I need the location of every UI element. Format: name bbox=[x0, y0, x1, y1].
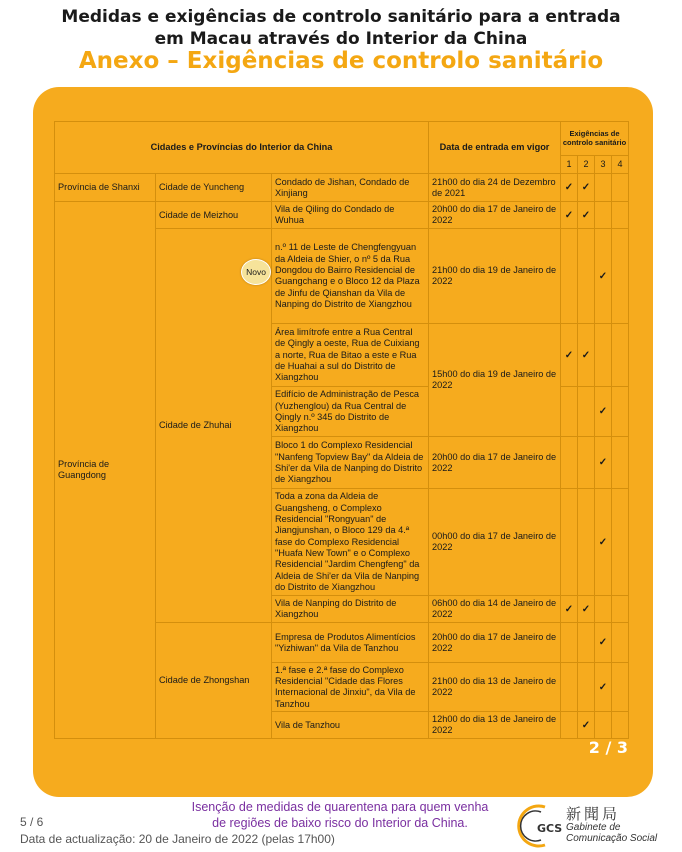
empty-check-cell bbox=[595, 324, 612, 387]
empty-check-cell bbox=[578, 387, 595, 437]
header-cities: Cidades e Províncias do Interior da China bbox=[55, 122, 429, 174]
sanitary-requirements-table bbox=[54, 121, 629, 739]
area-cell: 1.ª fase e 2.ª fase do Complexo Residencial "Cidade das Flores Internacional de Jinxiu", da Vila de Tanzhou bbox=[272, 663, 429, 712]
header-requirements: Exigências de controlo sanitário bbox=[561, 122, 629, 156]
logo-pt-line-2: Comunicação Social bbox=[566, 833, 658, 844]
check-mark: ✓ bbox=[561, 596, 578, 623]
area-cell: Vila de Tanzhou bbox=[272, 712, 429, 739]
logo-portuguese-text bbox=[566, 822, 657, 844]
empty-check-cell bbox=[612, 663, 629, 712]
province-cell: Província de Shanxi bbox=[55, 174, 156, 202]
empty-check-cell bbox=[561, 663, 578, 712]
page-indicator: 5 / 6 bbox=[20, 815, 44, 829]
footer-note-line-1: Isenção de medidas de quarentena para quem venha bbox=[191, 800, 489, 814]
empty-check-cell bbox=[578, 623, 595, 663]
area-cell: Condado de Jishan, Condado de Xinjiang bbox=[272, 174, 429, 202]
empty-check-cell bbox=[578, 663, 595, 712]
empty-check-cell bbox=[595, 202, 612, 229]
title-line-2: em Macau através do Interior da China bbox=[154, 29, 528, 49]
check-mark: ✓ bbox=[595, 387, 612, 437]
req-number-4: 4 bbox=[612, 156, 629, 174]
empty-check-cell bbox=[561, 387, 578, 437]
table-row bbox=[55, 174, 629, 202]
check-mark: ✓ bbox=[578, 324, 595, 387]
empty-check-cell bbox=[561, 437, 578, 489]
date-cell: 15h00 do dia 19 de Janeiro de 2022 bbox=[429, 324, 561, 437]
check-mark: ✓ bbox=[595, 437, 612, 489]
logo-pt-line-1: Gabinete de bbox=[566, 822, 621, 833]
check-mark: ✓ bbox=[595, 489, 612, 596]
check-mark: ✓ bbox=[578, 202, 595, 229]
check-mark: ✓ bbox=[578, 174, 595, 202]
city-cell: Cidade de Yuncheng bbox=[156, 174, 272, 202]
header-date: Data de entrada em vigor bbox=[429, 122, 561, 174]
update-date: Data de actualização: 20 de Janeiro de 2022 (pelas 17h00) bbox=[20, 832, 335, 846]
city-cell: Cidade de Zhongshan bbox=[156, 623, 272, 739]
date-cell: 12h00 do dia 13 de Janeiro de 2022 bbox=[429, 712, 561, 739]
check-mark: ✓ bbox=[578, 596, 595, 623]
city-cell: Cidade de Meizhou bbox=[156, 202, 272, 229]
logo-chinese-text: 新聞局 bbox=[566, 805, 621, 823]
area-cell: n.º 11 de Leste de Chengfengyuan da Aldeia de Shier, o nº 5 da Rua Dongdou do Bairro Residencial de Guangchang e o Bloco 12 da Plaza de Jinfu de Qianshan da Vila de Nanping do Distrito de Xiangzhou bbox=[272, 229, 429, 324]
date-cell: 21h00 do dia 19 de Janeiro de 2022 bbox=[429, 229, 561, 324]
date-cell: 00h00 do dia 17 de Janeiro de 2022 bbox=[429, 489, 561, 596]
area-cell: Toda a zona da Aldeia de Guangsheng, o Complexo Residencial "Rongyuan" de Jiangjunshan, o Bloco 129 da 4.ª fase do Complexo Residencial "Huafa New Town" e o Complexo Residencial "Jardim Chengfeng" da Aldeia de Shi'er da Vila de Nanping do Distrito de Xiangzhou bbox=[272, 489, 429, 596]
new-badge: Novo bbox=[241, 259, 271, 285]
area-cell: Bloco 1 do Complexo Residencial "Nanfeng Topview Bay" da Aldeia de Shi'er da Vila de Nanping do Distrito de Xiangzhou bbox=[272, 437, 429, 489]
empty-check-cell bbox=[612, 324, 629, 387]
date-cell: 20h00 do dia 17 de Janeiro de 2022 bbox=[429, 202, 561, 229]
area-cell: Vila de Nanping do Distrito de Xiangzhou bbox=[272, 596, 429, 623]
date-cell: 06h00 do dia 14 de Janeiro de 2022 bbox=[429, 596, 561, 623]
check-mark: ✓ bbox=[561, 202, 578, 229]
empty-check-cell bbox=[612, 437, 629, 489]
check-mark: ✓ bbox=[595, 663, 612, 712]
title-line-1: Medidas e exigências de controlo sanitário para a entrada bbox=[61, 7, 621, 27]
check-mark: ✓ bbox=[561, 174, 578, 202]
check-mark: ✓ bbox=[578, 712, 595, 739]
date-cell: 20h00 do dia 17 de Janeiro de 2022 bbox=[429, 437, 561, 489]
province-cell: Província de Guangdong bbox=[55, 202, 156, 739]
empty-check-cell bbox=[612, 489, 629, 596]
area-cell: Vila de Qiling do Condado de Wuhua bbox=[272, 202, 429, 229]
empty-check-cell bbox=[595, 174, 612, 202]
date-cell: 21h00 do dia 13 de Janeiro de 2022 bbox=[429, 663, 561, 712]
empty-check-cell bbox=[612, 712, 629, 739]
empty-check-cell bbox=[595, 596, 612, 623]
date-cell: 21h00 do dia 24 de Dezembro de 2021 bbox=[429, 174, 561, 202]
empty-check-cell bbox=[612, 596, 629, 623]
logo-initials: GCS bbox=[537, 822, 563, 835]
req-number-3: 3 bbox=[595, 156, 612, 174]
date-cell: 20h00 do dia 17 de Janeiro de 2022 bbox=[429, 623, 561, 663]
table-row bbox=[55, 202, 629, 229]
check-mark: ✓ bbox=[595, 623, 612, 663]
empty-check-cell bbox=[561, 712, 578, 739]
empty-check-cell bbox=[561, 489, 578, 596]
empty-check-cell bbox=[595, 712, 612, 739]
empty-check-cell bbox=[578, 229, 595, 324]
empty-check-cell bbox=[612, 174, 629, 202]
empty-check-cell bbox=[612, 387, 629, 437]
empty-check-cell bbox=[561, 229, 578, 324]
empty-check-cell bbox=[612, 202, 629, 229]
empty-check-cell bbox=[561, 623, 578, 663]
gcs-logo-icon bbox=[515, 803, 563, 849]
req-number-1: 1 bbox=[561, 156, 578, 174]
empty-check-cell bbox=[578, 437, 595, 489]
empty-check-cell bbox=[578, 489, 595, 596]
area-cell: Empresa de Produtos Alimentícios "Yizhiwan" da Vila de Tanzhou bbox=[272, 623, 429, 663]
check-mark: ✓ bbox=[595, 229, 612, 324]
city-cell: Cidade de Zhuhai bbox=[156, 229, 272, 623]
empty-check-cell bbox=[612, 229, 629, 324]
req-number-2: 2 bbox=[578, 156, 595, 174]
check-mark: ✓ bbox=[561, 324, 578, 387]
empty-check-cell bbox=[612, 623, 629, 663]
area-cell: Área limítrofe entre a Rua Central de Qingly a oeste, Rua de Cuixiang a norte, Rua de Bitao a este e Rua de Huahai a sul do Distrito de Xiangzhou bbox=[272, 324, 429, 387]
area-cell: Edifício de Administração de Pesca (Yuzhenglou) da Rua Central de Qingly n.º 345 do Distrito de Xiangzhou bbox=[272, 387, 429, 437]
footer-note-line-2: de regiões de baixo risco do Interior da China. bbox=[212, 816, 468, 830]
annex-subtitle: Anexo – Exigências de controlo sanitário bbox=[78, 48, 604, 74]
panel-page-number: 2 / 3 bbox=[588, 738, 628, 757]
